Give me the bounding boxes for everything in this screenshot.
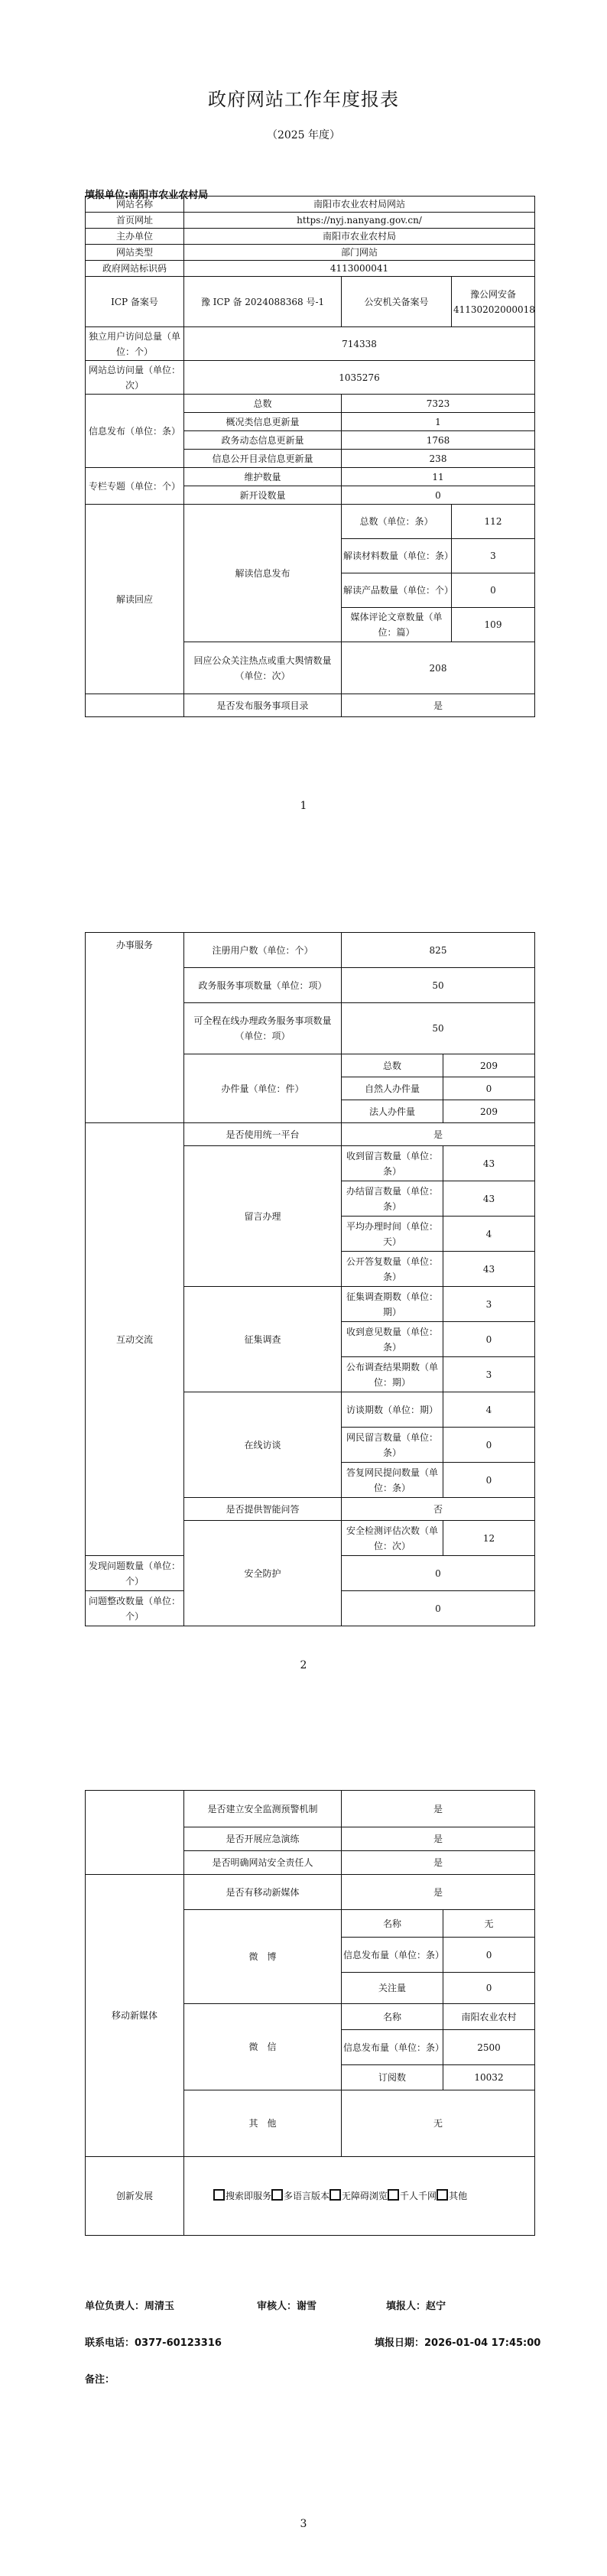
homepage-url: https://nyj.nanyang.gov.cn/ <box>184 213 535 229</box>
subsection-label: 在线访谈 <box>184 1392 342 1498</box>
label-cell: 安全检测评估次数（单位：次） <box>342 1521 443 1556</box>
table-row <box>86 261 535 277</box>
value-cell: 4 <box>443 1392 535 1428</box>
checkbox-icon[interactable] <box>213 2189 225 2201</box>
label-cell: 网站总访问量（单位：次） <box>86 361 184 395</box>
label-cell: 可全程在线办理政务服务事项数量（单位：项） <box>184 1003 342 1054</box>
page-number: 2 <box>300 1659 307 1671</box>
value-cell: 部门网站 <box>184 245 535 261</box>
label-cell: 解读产品数量（单位：个） <box>342 573 452 608</box>
section-label: 专栏专题（单位：个） <box>86 468 184 505</box>
label-cell: 总数 <box>184 395 342 413</box>
unit-leader: 单位负责人：周清玉 <box>85 2301 175 2312</box>
label-cell: 主办单位 <box>86 229 184 245</box>
label-cell: 政务动态信息更新量 <box>184 431 342 450</box>
reporting-unit: 填报单位:南阳市农业农村局 <box>85 190 209 201</box>
label-cell: 是否有移动新媒体 <box>184 1875 342 1910</box>
option-label: 千人千网 <box>400 2191 437 2201</box>
value-cell: 0 <box>342 486 535 505</box>
label-cell: 网站类型 <box>86 245 184 261</box>
table-row <box>86 395 535 413</box>
value-cell: 是 <box>342 1851 535 1875</box>
value-cell: 是 <box>342 1123 535 1146</box>
label-cell: 新开设数量 <box>184 486 342 505</box>
label-cell: 发现问题数量（单位：个） <box>86 1556 184 1591</box>
option-accessibility[interactable] <box>329 2191 388 2201</box>
reviewer: 审核人：谢雪 <box>257 2301 317 2312</box>
section-label: 解读回应 <box>86 505 184 694</box>
filler: 填报人：赵宁 <box>386 2301 446 2312</box>
value-cell: 2500 <box>443 2030 535 2065</box>
value-cell: 0 <box>452 573 535 608</box>
subsection-label: 其 他 <box>184 2090 342 2157</box>
label-cell: 订阅数 <box>342 2065 443 2090</box>
table-row <box>86 2157 535 2236</box>
label-cell: 问题整改数量（单位：个） <box>86 1591 184 1626</box>
table-row <box>86 1123 535 1146</box>
value-cell: 43 <box>443 1252 535 1287</box>
option-label: 搜索即服务 <box>226 2191 272 2201</box>
label-cell: 名称 <box>342 2004 443 2030</box>
label-cell: 关注量 <box>342 1973 443 2004</box>
label-cell: 法人办件量 <box>342 1100 443 1123</box>
value-cell: 是 <box>342 1875 535 1910</box>
checkbox-icon[interactable] <box>388 2189 399 2201</box>
table-row <box>86 933 535 968</box>
label-cell: 访谈期数（单位：期） <box>342 1392 443 1428</box>
label-cell: 首页网址 <box>86 213 184 229</box>
value-cell: 南阳农业农村 <box>443 2004 535 2030</box>
subsection-label: 留言办理 <box>184 1146 342 1287</box>
value-cell: 南阳市农业农村局网站 <box>184 197 535 213</box>
subsection-label: 征集调查 <box>184 1287 342 1392</box>
checkbox-icon[interactable] <box>271 2189 283 2201</box>
label-cell: 总数 <box>342 1054 443 1077</box>
empty-cell <box>86 1791 184 1875</box>
value-cell: 0 <box>443 1973 535 2004</box>
value-cell: 0 <box>443 1322 535 1357</box>
value-cell: 238 <box>342 450 535 468</box>
report-table-page3 <box>85 1790 535 2236</box>
option-search-service[interactable] <box>213 2191 271 2201</box>
value-cell: 豫 ICP 备 2024088368 号-1 <box>184 277 342 327</box>
value-cell: 无 <box>443 1910 535 1938</box>
table-row <box>86 1875 535 1910</box>
value-cell: 0 <box>342 1591 535 1626</box>
table-row <box>86 505 535 539</box>
label-cell: 回应公众关注热点或重大舆情数量（单位：次） <box>184 642 342 694</box>
subsection-label: 微 博 <box>184 1910 342 2004</box>
label-cell: 网站名称 <box>86 197 184 213</box>
table-row <box>86 361 535 395</box>
table-row <box>86 1791 535 1827</box>
label-cell: 征集调查期数（单位：期） <box>342 1287 443 1322</box>
option-label: 多语言版本 <box>284 2191 330 2201</box>
report-table-page1 <box>85 196 535 717</box>
section-label: 信息发布（单位：条） <box>86 395 184 468</box>
value-cell: 1035276 <box>184 361 535 395</box>
table-row <box>86 197 535 213</box>
label-cell: 媒体评论文章数量（单位：篇） <box>342 608 452 642</box>
option-label: 无障碍浏览 <box>342 2191 388 2201</box>
value-cell: 无 <box>342 2090 535 2157</box>
label-cell: 是否明确网站安全责任人 <box>184 1851 342 1875</box>
subsection-label: 办件量（单位：件） <box>184 1054 342 1123</box>
value-cell: 是 <box>342 694 535 717</box>
checkbox-icon[interactable] <box>329 2189 341 2201</box>
contact-phone: 联系电话：0377-60123316 <box>85 2337 222 2349</box>
section-label: 移动新媒体 <box>86 1875 184 2157</box>
option-personalized[interactable] <box>388 2191 437 2201</box>
page-number: 1 <box>300 800 307 812</box>
value-cell: 豫公网安备 41130202000018 <box>452 277 535 327</box>
table-row <box>86 229 535 245</box>
remark: 备注： <box>85 2374 115 2386</box>
label-cell: 办结留言数量（单位：条） <box>342 1181 443 1217</box>
innovation-options <box>184 2157 535 2236</box>
value-cell: 109 <box>452 608 535 642</box>
checkbox-icon[interactable] <box>437 2189 448 2201</box>
table-row <box>86 694 535 717</box>
label-cell: 信息发布量（单位：条） <box>342 2030 443 2065</box>
value-cell: 4 <box>443 1217 535 1252</box>
label-cell: 政务服务事项数量（单位：项） <box>184 968 342 1003</box>
label-cell: 公布调查结果期数（单位：期） <box>342 1357 443 1392</box>
report-year: （2025 年度） <box>266 129 341 141</box>
value-cell: 3 <box>443 1357 535 1392</box>
value-cell: 50 <box>342 968 535 1003</box>
report-date: 填报日期：2026-01-04 17:45:00 <box>375 2337 541 2349</box>
value-cell: 10032 <box>443 2065 535 2090</box>
option-label: 其他 <box>449 2191 468 2201</box>
label-cell: 维护数量 <box>184 468 342 486</box>
label-cell: 收到留言数量（单位：条） <box>342 1146 443 1181</box>
page-number: 3 <box>300 2518 307 2530</box>
value-cell: 209 <box>443 1100 535 1123</box>
label-cell: 是否建立安全监测预警机制 <box>184 1791 342 1827</box>
value-cell: 0 <box>342 1556 535 1591</box>
report-table-page2 <box>85 932 535 1626</box>
value-cell: 3 <box>452 539 535 573</box>
value-cell: 12 <box>443 1521 535 1556</box>
value-cell: 43 <box>443 1181 535 1217</box>
label-cell: 注册用户数（单位：个） <box>184 933 342 968</box>
option-multilingual[interactable] <box>271 2191 329 2201</box>
label-cell: 政府网站标识码 <box>86 261 184 277</box>
table-row <box>86 468 535 486</box>
value-cell: 1768 <box>342 431 535 450</box>
value-cell: 3 <box>443 1287 535 1322</box>
subsection-label: 微 信 <box>184 2004 342 2090</box>
value-cell: 0 <box>443 1428 535 1463</box>
subsection-label: 解读信息发布 <box>184 505 342 642</box>
section-label: 创新发展 <box>86 2157 184 2236</box>
page-title: 政府网站工作年度报表 <box>208 89 399 110</box>
value-cell: 0 <box>443 1077 535 1100</box>
label-cell: 公安机关备案号 <box>342 277 452 327</box>
value-cell: 南阳市农业农村局 <box>184 229 535 245</box>
label-cell: 收到意见数量（单位：条） <box>342 1322 443 1357</box>
table-row <box>86 277 535 327</box>
value-cell: 50 <box>342 1003 535 1054</box>
label-cell: 网民留言数量（单位：条） <box>342 1428 443 1463</box>
value-cell: 0 <box>443 1463 535 1498</box>
table-row <box>86 213 535 229</box>
value-cell: 1 <box>342 413 535 431</box>
label-cell: 解读材料数量（单位：条） <box>342 539 452 573</box>
empty-cell <box>86 694 184 717</box>
value-cell: 208 <box>342 642 535 694</box>
table-row <box>86 245 535 261</box>
value-cell: 714338 <box>184 327 535 361</box>
value-cell: 11 <box>342 468 535 486</box>
value-cell: 否 <box>342 1498 535 1521</box>
value-cell: 825 <box>342 933 535 968</box>
value-cell: 7323 <box>342 395 535 413</box>
label-cell: 是否使用统一平台 <box>184 1123 342 1146</box>
label-cell: 信息发布量（单位：条） <box>342 1938 443 1973</box>
label-cell: 独立用户访问总量（单位：个） <box>86 327 184 361</box>
label-cell: 平均办理时间（单位：天） <box>342 1217 443 1252</box>
label-cell: 信息公开目录信息更新量 <box>184 450 342 468</box>
label-cell: 总数（单位：条） <box>342 505 452 539</box>
option-other[interactable] <box>437 2191 467 2201</box>
section-label: 安全防护 <box>184 1521 342 1626</box>
label-cell: 是否发布服务事项目录 <box>184 694 342 717</box>
label-cell: 概况类信息更新量 <box>184 413 342 431</box>
value-cell: 112 <box>452 505 535 539</box>
label-cell: ICP 备案号 <box>86 277 184 327</box>
value-cell: 是 <box>342 1791 535 1827</box>
value-cell: 209 <box>443 1054 535 1077</box>
label-cell: 公开答复数量（单位：条） <box>342 1252 443 1287</box>
value-cell: 43 <box>443 1146 535 1181</box>
section-label: 互动交流 <box>86 1123 184 1556</box>
label-cell: 是否提供智能问答 <box>184 1498 342 1521</box>
value-cell: 0 <box>443 1938 535 1973</box>
table-row <box>86 327 535 361</box>
label-cell: 自然人办件量 <box>342 1077 443 1100</box>
value-cell: 4113000041 <box>184 261 535 277</box>
label-cell: 是否开展应急演练 <box>184 1827 342 1851</box>
value-cell: 是 <box>342 1827 535 1851</box>
label-cell: 答复网民提问数量（单位：条） <box>342 1463 443 1498</box>
label-cell: 名称 <box>342 1910 443 1938</box>
section-label: 办事服务 <box>86 933 184 1123</box>
